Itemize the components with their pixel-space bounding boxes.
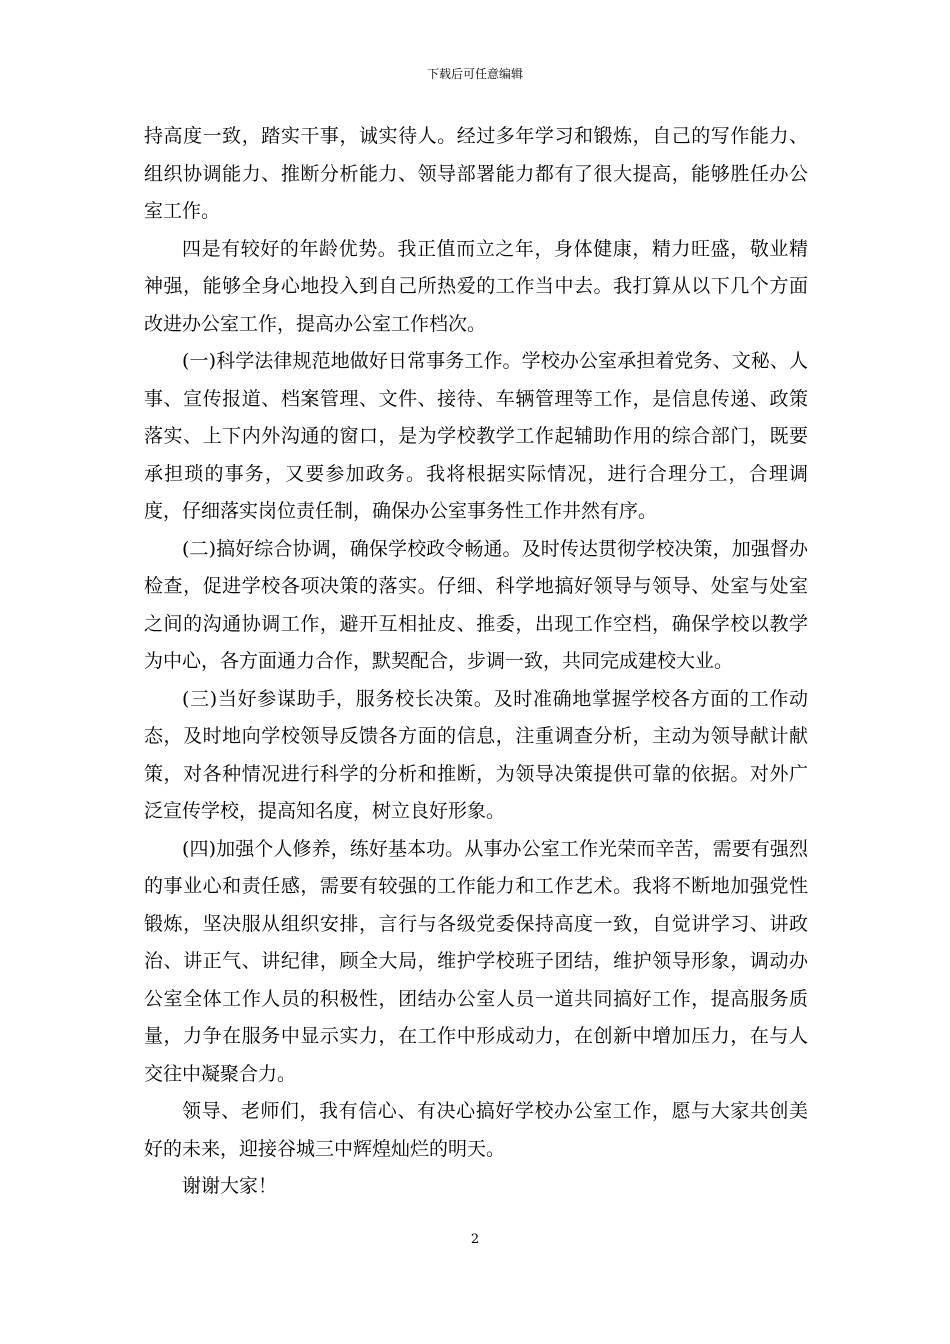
paragraph-item-4: (四)加强个人修养，练好基本功。从事办公室工作光荣而辛苦，需要有强烈的事业心和责任感，需要有较强的工作能力和工作艺术。我将不断地加强党性锻炼，坚决服从组织安排，言行与各级党委保持高度一致，自觉讲学习、讲政治、讲正气、讲纪律，顾全大局，维护学校班子团结，维护领导形象，调动办公室全体工作人员的积极性，团结办公室人员一道共同搞好工作，提高服务质量，力争在服务中显示实力，在工作中形成动力，在创新中增加压力，在与人交往中凝聚合力。 [144, 837, 808, 1085]
paragraph-item-2: (二)搞好综合协调，确保学校政令畅通。及时传达贯彻学校决策，加强督办检查，促进学校各项决策的落实。仔细、科学地搞好领导与领导、处室与处室之间的沟通协调工作，避开互相扯皮、推委，出现工作空档，确保学校以教学为中心，各方面通力合作，默契配合，步调一致，共同完成建校大业。 [144, 537, 808, 672]
paragraph-age-advantage: 四是有较好的年龄优势。我正值而立之年，身体健康，精力旺盛，敬业精神强，能够全身心地投入到自己所热爱的工作当中去。我打算从以下几个方面改进办公室工作，提高办公室工作档次。 [144, 237, 808, 335]
document-body [144, 118, 808, 1206]
paragraph-closing: 领导、老师们，我有信心、有决心搞好学校办公室工作，愿与大家共创美好的未来，迎接谷城三中辉煌灿烂的明天。 [144, 1100, 808, 1160]
paragraph-item-3: (三)当好参谋助手，服务校长决策。及时准确地掌握学校各方面的工作动态，及时地向学校领导反馈各方面的信息，注重调查分析，主动为领导献计献策，对各种情况进行科学的分析和推断，为领导决策提供可靠的依据。对外广泛宣传学校，提高知名度，树立良好形象。 [144, 687, 808, 822]
paragraph-thanks: 谢谢大家！ [182, 1175, 278, 1197]
paragraph-continued: 持高度一致，踏实干事，诚实待人。经过多年学习和锻炼，自己的写作能力、组织协调能力、推断分析能力、领导部署能力都有了很大提高，能够胜任办公室工作。 [144, 125, 808, 222]
page-number: 2 [470, 1232, 480, 1247]
page-header-note: 下载后可任意编辑 [426, 67, 523, 81]
paragraph-item-1: (一)科学法律规范地做好日常事务工作。学校办公室承担着党务、文秘、人事、宣传报道、档案管理、文件、接待、车辆管理等工作，是信息传递、政策落实、上下内外沟通的窗口，是为学校教学工作起辅助作用的综合部门，既要承担琐的事务，又要参加政务。我将根据实际情况，进行合理分工，合理调度，仔细落实岗位责任制，确保办公室事务性工作井然有序。 [144, 350, 808, 522]
